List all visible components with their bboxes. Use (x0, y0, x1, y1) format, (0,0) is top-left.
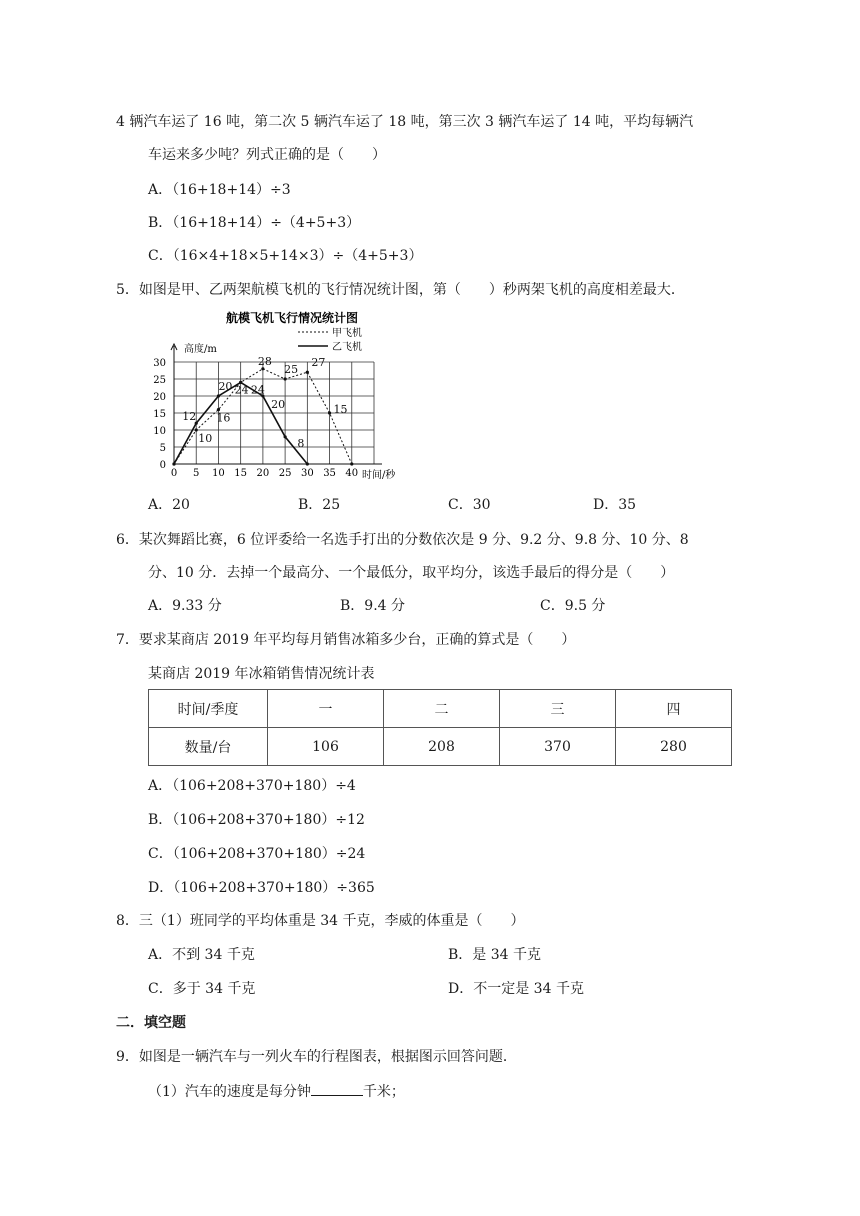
q4-option-b: B．（16+18+14）÷（4+5+3） (148, 215, 361, 231)
q5-text: 5．如图是甲、乙两架航模飞机的飞行情况统计图，第（ ）秒两架飞机的高度相差最大． (116, 282, 685, 298)
q4-line2: 车运来多少吨？列式正确的是（ ） (148, 147, 386, 163)
data-point (217, 394, 220, 397)
table-row (149, 728, 732, 766)
table-cell: 数量/台 (149, 728, 268, 766)
x-tick-label: 10 (212, 468, 225, 479)
y-tick-label: 30 (153, 358, 166, 369)
x-tick-label: 40 (345, 468, 359, 479)
y-tick-label: 10 (153, 426, 166, 437)
y-tick-label: 5 (159, 443, 166, 454)
data-label: 24 (234, 383, 249, 397)
q7-text: 7．要求某商店 2019 年平均每月销售冰箱多少台，正确的算式是（ ） (116, 632, 576, 648)
q7-table-title: 某商店 2019 年冰箱销售情况统计表 (148, 666, 375, 682)
x-tick-label: 15 (234, 468, 248, 479)
q4-option-c: C．（16×4+18×5+14×3）÷（4+5+3） (148, 248, 423, 264)
q9-text: 9．如图是一辆汽车与一列火车的行程图表，根据图示回答问题． (116, 1049, 517, 1065)
data-point (350, 462, 353, 465)
data-point (328, 411, 331, 414)
q8-option-b: B．是 34 千克 (448, 947, 542, 963)
q7-option-a: A．（106+208+370+180）÷4 (148, 778, 356, 794)
data-label: 12 (182, 410, 197, 424)
q9-sub1-suffix: 千米； (362, 1084, 405, 1100)
answer-blank (311, 1081, 363, 1096)
table-cell: 时间/季度 (149, 690, 268, 728)
data-label: 15 (333, 403, 348, 416)
q5-option-a: A．20 (148, 497, 190, 513)
data-label: 8 (297, 436, 305, 450)
data-point (284, 435, 287, 438)
data-label: 25 (284, 363, 299, 376)
legend-label: 乙飞机 (332, 342, 362, 353)
data-label: 16 (216, 411, 231, 425)
table-cell: 370 (500, 728, 616, 766)
table-cell: 208 (384, 728, 500, 766)
q6-option-a: A．9.33 分 (148, 598, 222, 614)
q8-text: 8．三（1）班同学的平均体重是 34 千克，李威的体重是（ ） (116, 913, 525, 929)
chart-title: 航模飞机飞行情况统计图 (225, 311, 359, 325)
data-label: 20 (271, 398, 286, 411)
data-label: 20 (218, 380, 233, 393)
q9-sub1-prefix: （1）汽车的速度是每分钟 (148, 1084, 311, 1100)
q5-option-c: C．30 (448, 497, 491, 513)
flight-chart (140, 308, 412, 484)
q8-option-d: D．不一定是 34 千克 (448, 981, 584, 997)
table-cell: 一 (268, 690, 384, 728)
data-point (284, 377, 287, 380)
chart-xlabel: 时间/秒 (362, 470, 396, 481)
flight-chart-svg (140, 308, 412, 484)
data-point (306, 371, 309, 374)
q7-option-b: B．（106+208+370+180）÷12 (148, 812, 365, 828)
table-cell: 三 (500, 690, 616, 728)
q6-option-c: C．9.5 分 (540, 598, 606, 614)
data-label: 28 (257, 354, 272, 368)
y-tick-label: 0 (159, 460, 166, 471)
q4-option-a: A．（16+18+14）÷3 (148, 182, 291, 198)
section-title: 二．填空题 (116, 1015, 186, 1031)
table-header-row (149, 690, 732, 728)
x-tick-label: 0 (170, 468, 178, 479)
x-tick-label: 25 (278, 468, 292, 479)
data-label: 24 (250, 383, 265, 397)
table-cell: 106 (268, 728, 384, 766)
legend-label: 甲飞机 (332, 328, 362, 339)
table-cell: 四 (616, 690, 732, 728)
y-tick-label: 15 (153, 409, 166, 420)
x-tick-label: 35 (323, 468, 336, 479)
q6-line2: 分、10 分．去掉一个最高分、一个最低分，取平均分，该选手最后的得分是（ ） (148, 565, 675, 581)
y-tick-label: 25 (153, 375, 166, 386)
q6-line1: 6．某次舞蹈比赛，6 位评委给一名选手打出的分数依次是 9 分、9.2 分、9.8 分、10 分、8 (116, 532, 689, 548)
data-label: 27 (311, 356, 326, 370)
data-point (306, 462, 309, 465)
chart-ylabel: 高度/m (184, 344, 217, 355)
data-label: 10 (198, 432, 213, 445)
x-tick-label: 20 (256, 468, 270, 479)
q7-option-d: D．（106+208+370+180）÷365 (148, 880, 375, 896)
table-cell: 二 (384, 690, 500, 728)
q4-line1: 4 辆汽车运了 16 吨，第二次 5 辆汽车运了 18 吨，第三次 3 辆汽车运了 14 吨，平均每辆汽 (116, 114, 694, 130)
table-cell: 280 (616, 728, 732, 766)
y-tick-label: 20 (153, 392, 166, 403)
q5-option-b: B．25 (298, 497, 341, 513)
q9-sub1 (148, 1081, 405, 1102)
x-tick-label: 30 (300, 468, 314, 479)
q7-option-c: C．（106+208+370+180）÷24 (148, 846, 366, 862)
x-tick-label: 5 (193, 468, 200, 479)
q8-option-a: A．不到 34 千克 (148, 947, 255, 963)
q8-option-c: C．多于 34 千克 (148, 981, 256, 997)
sales-table (148, 689, 732, 766)
q5-option-d: D．35 (593, 497, 637, 513)
q6-option-b: B．9.4 分 (340, 598, 406, 614)
data-point (172, 462, 175, 465)
